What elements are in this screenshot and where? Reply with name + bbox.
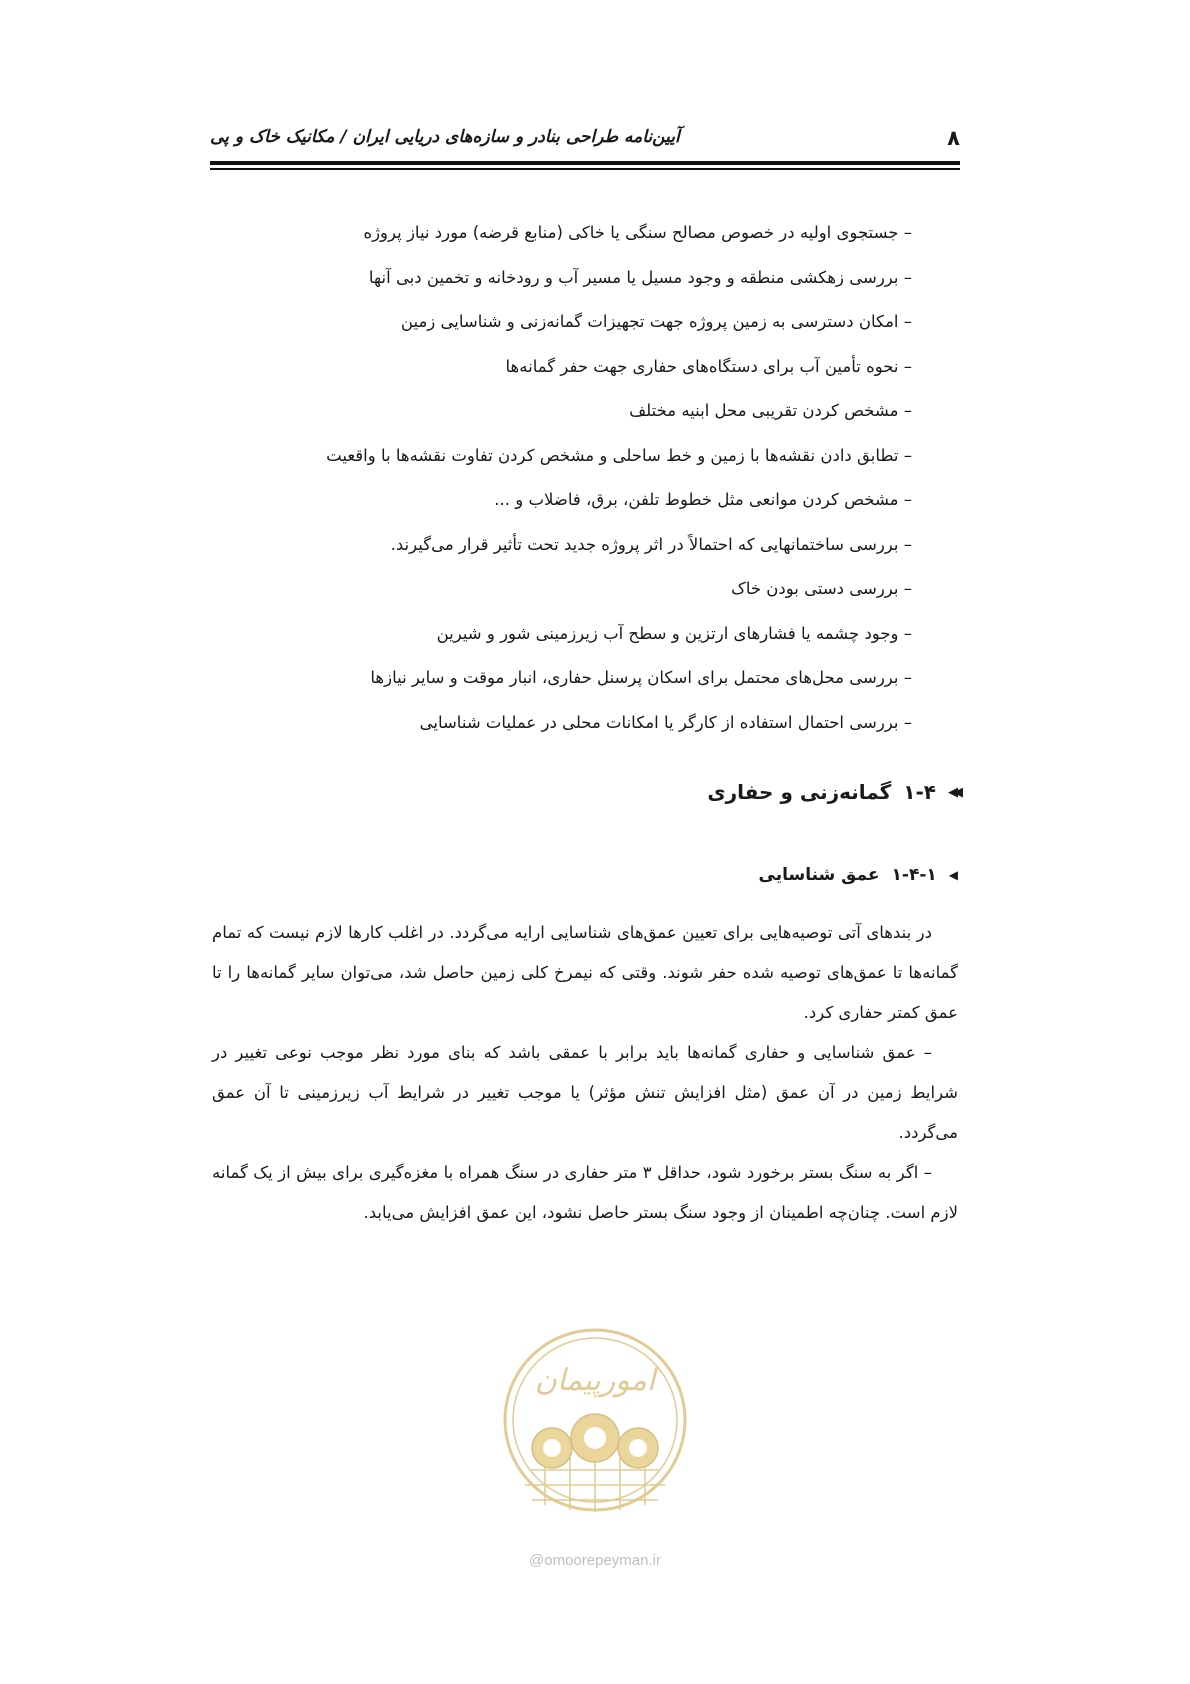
list-item: – بررسی محل‌های محتمل برای اسکان پرسنل حفاری، انبار موقت و سایر نیازها — [370, 668, 912, 687]
list-item: – جستجوی اولیه در خصوص مصالح سنگی یا خاکی (منابع قرضه) مورد نیاز پروژه — [363, 223, 912, 242]
list-item: – نحوه تأمین آب برای دستگاه‌های حفاری جهت حفر گمانه‌ها — [505, 356, 912, 376]
watermark-url: @omoorepeyman.ir — [529, 1552, 661, 1569]
list-item: – وجود چشمه یا فشارهای ارتزین و سطح آب زیرزمینی شور و شیرین — [436, 623, 912, 643]
reconnaissance-list — [326, 218, 912, 752]
subsection-heading — [759, 865, 958, 885]
list-item: – تطابق دادن نقشه‌ها با زمین و خط ساحلی و مشخص کردن تفاوت نقشه‌ها با واقعیت — [326, 445, 912, 465]
list-item: – بررسی ساختمانهایی که احتمالاً در اثر پروژه جدید تحت تأثیر قرار می‌گیرند. — [390, 534, 912, 554]
paragraph: – عمق شناسایی و حفاری گمانه‌ها باید برابر با عمقی باشد که بنای مورد نظر موجب نوعی تغییر در شرایط زمین در آن عمق (مثل افزایش تنش مؤثر) یا موجب تغییر در شرایط آب زیرزمینی تا آن عمق می‌گردد. — [212, 1043, 958, 1142]
gears-logo-icon — [490, 1320, 700, 1545]
running-title: آیین‌نامه طراحی بنادر و سازه‌های دریایی ایران / مکانیک خاک و پی — [210, 127, 680, 147]
double-arrow-icon: ◀◀ — [948, 784, 958, 800]
subsection-title: عمق شناسایی — [758, 865, 880, 885]
list-item: – بررسی زهکشی منطقه و وجود مسیل یا مسیر آب و رودخانه و تخمین دبی آنها — [368, 267, 912, 287]
page-header — [210, 118, 960, 158]
page-number: ۸ — [947, 126, 960, 150]
subsection-number: ۱-۴-۱ — [891, 865, 937, 885]
header-rule-thick — [210, 161, 960, 165]
section-number: ۱-۴ — [903, 780, 936, 804]
arrow-icon: ◀ — [948, 868, 958, 882]
paragraph: – اگر به سنگ بستر برخورد شود، حداقل ۳ متر حفاری در سنگ همراه با مغزه‌گیری برای بیش از یک گمانه لازم است. چنان‌چه اطمینان از وجود سنگ بستر حاصل نشود، این عمق افزایش می‌یابد. — [212, 1163, 958, 1222]
at-sign-icon: @ — [529, 1552, 545, 1569]
watermark — [490, 1320, 700, 1569]
paragraph: در بندهای آتی توصیه‌هایی برای تعیین عمق‌های شناسایی ارایه می‌گردد. در اغلب کارها لازم نیست که تمام گمانه‌ها تا عمق‌های توصیه شده حفر شوند. وقتی که نیمرخ کلی زمین حاصل شد، می‌توان سایر گمانه‌ها را تا عمق کمتر حفاری کرد. — [212, 923, 958, 1022]
list-item: – بررسی احتمال استفاده از کارگر یا امکانات محلی در عملیات شناسایی — [419, 712, 912, 732]
header-rule-thin — [210, 168, 960, 170]
list-item: – بررسی دستی بودن خاک — [731, 579, 912, 598]
section-heading — [707, 780, 958, 804]
list-item: – مشخص کردن موانعی مثل خطوط تلفن، برق، فاضلاب و ... — [494, 490, 912, 509]
watermark-logo-text: امورپیمان — [534, 1363, 656, 1398]
section-title: گمانه‌زنی و حفاری — [707, 780, 892, 804]
body-text — [212, 913, 958, 1233]
list-item: – مشخص کردن تقریبی محل ابنیه مختلف — [629, 401, 912, 420]
list-item: – امکان دسترسی به زمین پروژه جهت تجهیزات گمانه‌زنی و شناسایی زمین — [400, 312, 912, 331]
